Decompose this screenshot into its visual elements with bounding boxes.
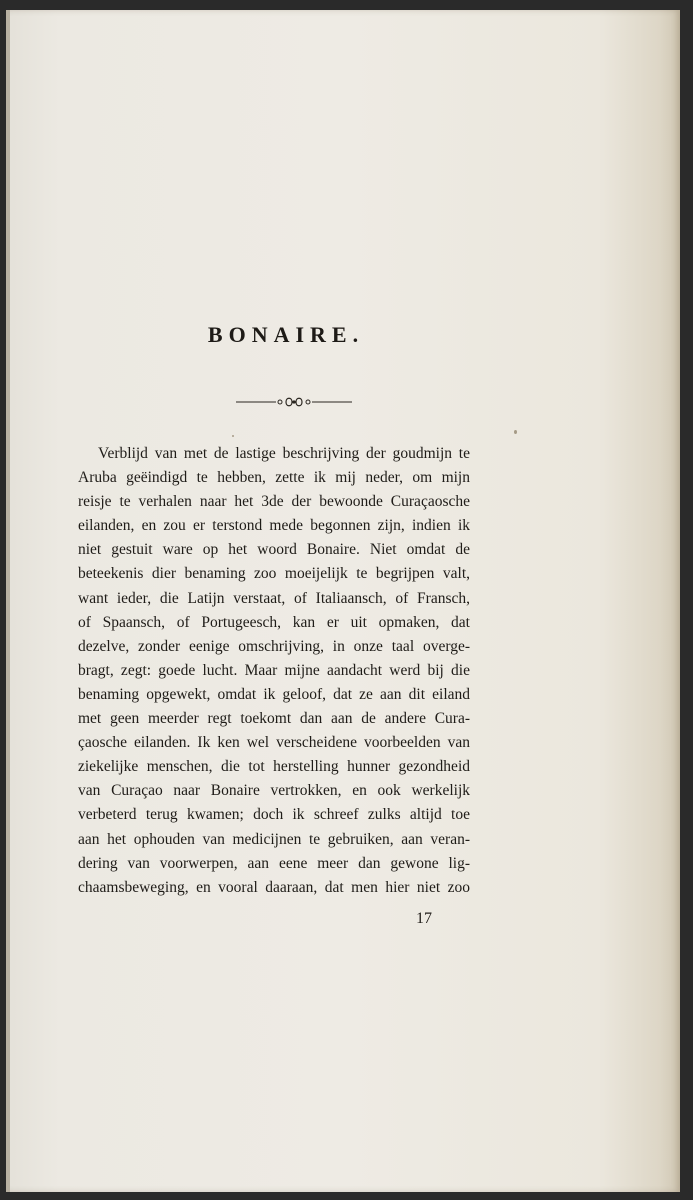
chapter-title: BONAIRE. (207, 322, 365, 347)
text-line: dezelve, zonder eenige omschrijving, in onze taal overge- (78, 637, 470, 655)
text-line: niet gestuit ware op het woord Bonaire. Niet omdat de (78, 541, 470, 559)
ornament-divider-icon (234, 395, 354, 409)
paper-spot (232, 435, 234, 437)
text-line: ziekelijke menschen, die tot herstelling hunner gezondheid (78, 758, 470, 776)
text-line: eilanden, en zou er terstond mede begonnen zijn, indien ik (78, 517, 470, 535)
text-line: beteekenis dier benaming zoo moeijelijk te begrijpen valt, (78, 565, 470, 583)
text-line: chaamsbeweging, en vooral daaraan, dat men hier niet zoo (78, 878, 470, 896)
text-line: reisje te verhalen naar het 3de der bewoonde Curaçaosche (78, 493, 470, 511)
body-paragraph (78, 442, 470, 900)
text-line: bragt, zegt: goede lucht. Maar mijne aandacht werd bij die (78, 661, 470, 679)
page-number: 17 (416, 910, 432, 927)
text-line: çaosche eilanden. Ik ken wel verscheidene voorbeelden van (78, 734, 470, 752)
text-line: Verblijd van met de lastige beschrijving der goudmijn te (98, 445, 470, 462)
text-line: of Spaansch, of Portugeesch, kan er uit opmaken, dat (78, 613, 470, 631)
page-gutter (6, 10, 10, 1192)
text-line: benaming opgewekt, omdat ik geloof, dat ze aan dit eiland (78, 685, 470, 703)
book-page (6, 10, 680, 1192)
text-line: Aruba geëindigd te hebben, zette ik mij neder, om mijn (78, 469, 470, 487)
text-line: want ieder, die Latijn verstaat, of Italiaansch, of Fransch, (78, 589, 470, 607)
text-line: van Curaçao naar Bonaire vertrokken, en ook werkelijk (78, 782, 470, 800)
text-line: dering van voorwerpen, aan eene meer dan gewone lig- (78, 854, 470, 872)
text-line: verbeterd terug kwamen; doch ik schreef zulks altijd toe (78, 806, 470, 824)
paper-spot (514, 430, 517, 434)
text-line: met geen meerder regt toekomt dan aan de andere Cura- (78, 710, 470, 728)
text-line: aan het ophouden van medicijnen te gebruiken, aan veran- (78, 830, 470, 848)
